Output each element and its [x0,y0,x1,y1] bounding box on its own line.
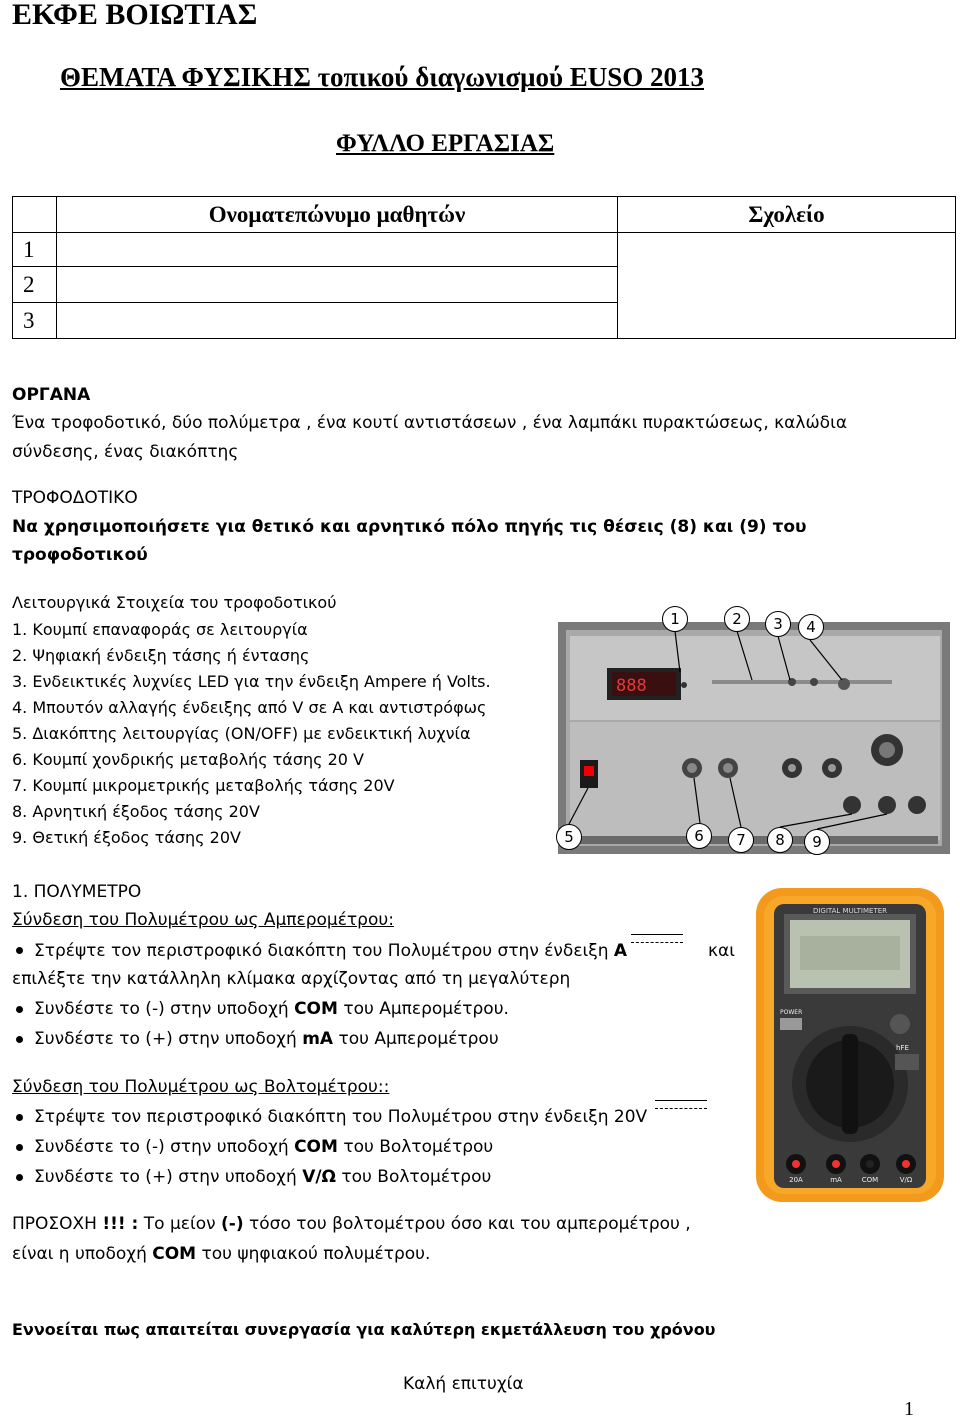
dc-symbol-lines [629,942,685,956]
voltmeter-connection-title: Σύνδεση του Πολυμέτρου ως Βολτομέτρου:: [12,1077,390,1097]
jack-label-ma: mA [830,1176,842,1184]
attention-line2-c: του ψηφιακού πολυμέτρου. [196,1244,431,1264]
ammeter-step-1-line2: επιλέξτε την κατάλληλη κλίμακα αρχίζοντας από τη μεγαλύτερη [12,969,571,989]
ammeter-step-1-and: και [708,941,735,961]
jack-label-com: COM [861,1176,879,1184]
power-supply-display-digits: 888 [616,676,647,696]
jack-label-20a: 20A [789,1176,803,1184]
school-cell[interactable] [618,233,956,339]
com-jack-label: COM [294,1137,338,1157]
document-title: ΘΕΜΑΤΑ ΦΥΣΙΚΗΣ τοπικού διαγωνισμού EUSO 2013 [60,62,704,92]
multimeter-heading: 1. ΠΟΛΥΜΕΤΡΟ [12,882,142,902]
power-supply-heading: ΤΡΟΦΟΔΟΤΙΚΟ [12,488,138,508]
attention-text-a: Το μείον [138,1214,222,1234]
feature-item-4: 4. Μπουτόν αλλαγής ένδειξης από V σε A και αντιστρόφως [12,698,487,717]
photo-label-1: 1 [662,606,688,632]
v-ohm-jack-label: V/Ω [302,1167,337,1187]
multimeter-hfe-label: hFE [896,1044,909,1052]
feature-item-8: 8. Αρνητική έξοδος τάσης 20V [12,802,260,821]
good-luck: Καλή επιτυχία [403,1374,524,1394]
photo-label-4: 4 [798,614,824,640]
ammeter-step-2 [34,997,509,1021]
table-header-empty [13,197,57,233]
attention-line2 [12,1242,430,1266]
voltmeter-step-3-end: του Βολτομέτρου [336,1167,492,1187]
attention-line1 [12,1212,691,1236]
power-supply-instruction-line1: Να χρησιμοποιήσετε για θετικό και αρνητικό πόλο πηγής τις θέσεις (8) και (9) του [12,517,807,537]
cooperation-note: Εννοείται πως απαιτείται συνεργασία για καλύτερη εκμετάλλευση του χρόνου [12,1320,716,1339]
student-name-cell[interactable] [57,267,618,303]
attention-line2-a: είναι η υποδοχή [12,1244,153,1264]
photo-label-9: 9 [804,829,830,855]
attention-text-c: τόσο του βολτομέτρου όσο και του αμπερομέτρου , [243,1214,691,1234]
ammeter-step-3-end: του Αμπερομέτρου [333,1029,499,1049]
bullet-dot [16,1114,23,1121]
ammeter-connection-title: Σύνδεση του Πολυμέτρου ως Αμπερομέτρου: [12,910,394,930]
dc-current-symbol: A [613,941,628,961]
row-number: 1 [13,233,57,267]
organization-title: ΕΚΦΕ ΒΟΙΩΤΙΑΣ [12,0,258,31]
column-header-names: Ονοματεπώνυμο μαθητών [57,197,618,233]
attention-minus: (-) [221,1214,244,1234]
voltmeter-step-2-text: Συνδέστε το (-) στην υποδοχή [34,1137,295,1157]
feature-item-9: 9. Θετική έξοδος τάσης 20V [12,828,241,847]
voltmeter-step-1-text: Στρέψτε τον περιστροφικό διακόπτη του Πολυμέτρου στην ένδειξη 20V [34,1107,648,1127]
photo-label-8: 8 [767,827,793,853]
ammeter-step-3-text: Συνδέστε το (+) στην υποδοχή [34,1029,303,1049]
bullet-dot [16,947,23,954]
attention-marks: !!! : [102,1214,139,1234]
multimeter-photo [750,884,950,1206]
jack-label-v-ohm: V/Ω [899,1176,913,1184]
ammeter-step-2-end: του Αμπερομέτρου. [337,999,509,1019]
feature-item-7: 7. Κουμπί μικρομετρικής μεταβολής τάσης 20V [12,776,395,795]
row-number: 3 [13,303,57,339]
student-name-cell[interactable] [57,233,618,267]
instruments-text-line2: σύνδεσης, ένας διακόπτης [12,442,239,462]
ma-jack-label: mA [302,1029,334,1049]
multimeter-illustration [750,884,950,1206]
photo-label-2: 2 [724,606,750,632]
feature-item-1: 1. Κουμπί επαναφοράς σε λειτουργία [12,620,308,639]
power-supply-photo [552,600,956,862]
document-subtitle: ΦΥΛΛΟ ΕΡΓΑΣΙΑΣ [336,130,555,157]
bullet-dot [16,1036,23,1043]
photo-label-7: 7 [728,827,754,853]
bullet-dot [16,1006,23,1013]
row-number: 2 [13,267,57,303]
photo-label-6: 6 [686,823,712,849]
column-header-school: Σχολείο [618,197,956,233]
page-number: 1 [904,1398,914,1420]
ammeter-step-1-text: Στρέψτε τον περιστροφικό διακόπτη του Πολυμέτρου στην ένδειξη [34,941,614,961]
bullet-dot [16,1144,23,1151]
feature-item-3: 3. Ενδεικτικές λυχνίες LED για την ένδειξη Ampere ή Volts. [12,672,491,691]
student-name-cell[interactable] [57,303,618,339]
attention-label: ΠΡΟΣΟΧΗ [12,1214,97,1234]
feature-item-5: 5. Διακόπτης λειτουργίας (ON/OFF) με ενδεικτική λυχνία [12,724,471,743]
power-supply-instruction-line2: τροφοδοτικού [12,545,148,565]
photo-label-5: 5 [556,824,582,850]
voltmeter-step-3 [34,1165,491,1189]
feature-item-2: 2. Ψηφιακή ένδειξη τάσης ή έντασης [12,646,310,665]
feature-item-6: 6. Κουμπί χονδρικής μεταβολής τάσης 20 V [12,750,364,769]
multimeter-power-label: POWER [780,1009,803,1016]
photo-label-3: 3 [765,611,791,637]
multimeter-brand: DIGITAL MULTIMETER [812,907,888,915]
voltmeter-step-1 [34,1105,709,1129]
com-jack-label: COM [294,999,338,1019]
students-table [12,196,956,339]
voltmeter-step-2 [34,1135,493,1159]
dc-symbol-lines [653,1108,709,1122]
instruments-text-line1: Ένα τροφοδοτικό, δύο πολύμετρα , ένα κουτί αντιστάσεων , ένα λαμπάκι πυρακτώσεως, καλώδια [12,413,848,433]
bullet-dot [16,1174,23,1181]
ammeter-step-3 [34,1027,499,1051]
features-title: Λειτουργικά Στοιχεία του τροφοδοτικού [12,593,337,612]
ammeter-step-2-text: Συνδέστε το (-) στην υποδοχή [34,999,295,1019]
power-supply-illustration [552,600,956,862]
attention-com: COM [152,1244,197,1264]
voltmeter-step-3-text: Συνδέστε το (+) στην υποδοχή [34,1167,303,1187]
instruments-heading: ΟΡΓΑΝΑ [12,385,91,405]
voltmeter-step-2-end: του Βολτομέτρου [337,1137,494,1157]
ammeter-step-1 [34,939,685,963]
